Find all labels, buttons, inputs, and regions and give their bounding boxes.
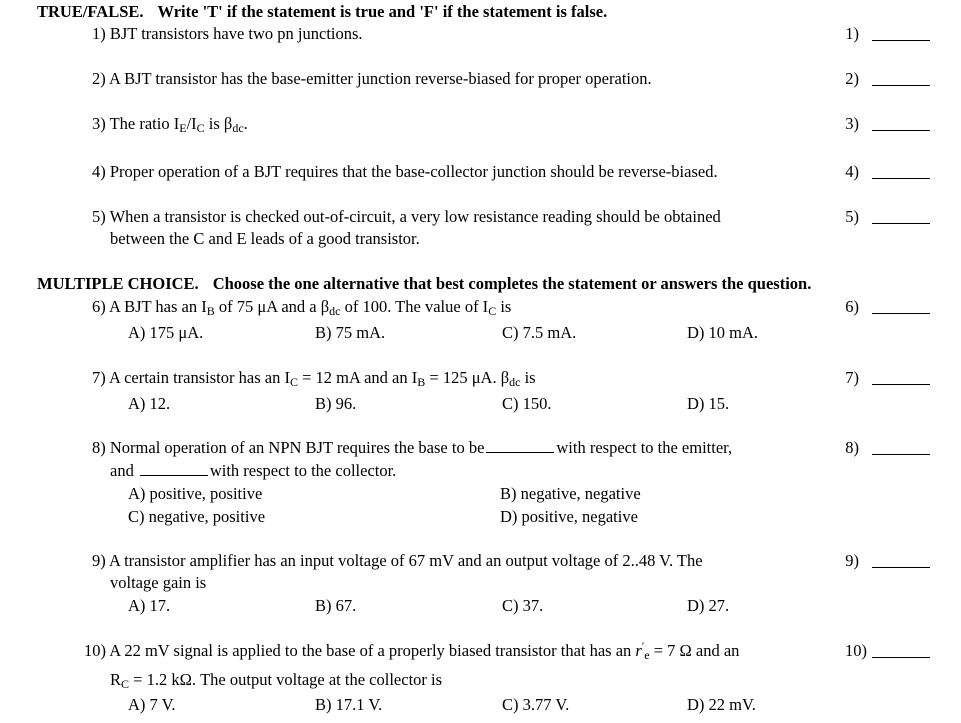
question-7-option-b[interactable]: B) 96.: [315, 394, 357, 413]
inline-blank-8a: [486, 451, 554, 453]
inline-blank-8b: [140, 474, 208, 476]
question-5-line-1: 5) When a transistor is checked out-of-circuit, a very low resistance reading should be obtained: [92, 207, 721, 226]
question-2-number: 2): [845, 69, 859, 88]
question-4: 4) Proper operation of a BJT requires that the base-collector junction should be reverse-biased.: [92, 162, 718, 181]
question-6-option-d[interactable]: D) 10 mA.: [687, 323, 759, 342]
question-6-option-b[interactable]: B) 75 mA.: [315, 323, 386, 342]
question-8-number: 8): [845, 438, 859, 457]
question-10-option-c[interactable]: C) 3.77 V.: [502, 695, 570, 714]
question-10-option-d[interactable]: D) 22 mV.: [687, 695, 756, 714]
question-9-option-a[interactable]: A) 17.: [128, 596, 171, 615]
question-6: 6) A BJT has an $I_B$ of 75 μA and a $\beta_{dc}$ of 100. The value of $I_C$ is: [92, 297, 512, 318]
question-2: 2) A BJT transistor has the base-emitter junction reverse-biased for proper operation.: [92, 69, 652, 88]
question-9-number: 9): [845, 551, 859, 570]
question-6-number: 6): [845, 297, 859, 316]
answer-blank-9[interactable]: [872, 567, 930, 568]
question-8-line-2: and with respect to the collector.: [110, 461, 397, 480]
question-7-option-c[interactable]: C) 150.: [502, 394, 552, 413]
answer-blank-6[interactable]: [872, 313, 930, 314]
question-5-number: 5): [845, 207, 859, 226]
question-7-option-d[interactable]: D) 15.: [687, 394, 730, 413]
question-7-number: 7): [845, 368, 859, 387]
question-10-option-b[interactable]: B) 17.1 V.: [315, 695, 383, 714]
question-4-number: 4): [845, 162, 859, 181]
question-10-line-1: 10) A 22 mV signal is applied to the base of a properly biased transistor that has an $r'_e = 7$ Ω and an: [84, 640, 740, 662]
question-8-option-c[interactable]: C) negative, positive: [128, 507, 266, 526]
answer-blank-1[interactable]: [872, 40, 930, 41]
answer-blank-10[interactable]: [872, 657, 930, 658]
answer-blank-2[interactable]: [872, 85, 930, 86]
mc-label: MULTIPLE CHOICE.: [37, 274, 199, 293]
question-5-line-2: between the C and E leads of a good transistor.: [110, 229, 420, 248]
question-7-option-a[interactable]: A) 12.: [128, 394, 171, 413]
tf-instructions: Write 'T' if the statement is true and 'F' if the statement is false.: [157, 2, 608, 21]
question-3: 3) The ratio $I_E/I_C$ is $\beta_{dc}$.: [92, 114, 248, 135]
question-7: 7) A certain transistor has an $I_C = 12$ mA and an $I_B = 125$ μA. $\beta_{dc}$ is: [92, 368, 536, 389]
answer-blank-5[interactable]: [872, 223, 930, 224]
tf-heading: [37, 2, 607, 22]
question-6-option-a[interactable]: A) 175 μA.: [128, 323, 204, 342]
question-8-option-b[interactable]: B) negative, negative: [500, 484, 641, 503]
question-10-number: 10): [845, 641, 867, 660]
question-9-option-c[interactable]: C) 37.: [502, 596, 544, 615]
question-1: 1) BJT transistors have two pn junctions.: [92, 24, 363, 43]
answer-blank-8[interactable]: [872, 454, 930, 455]
question-10-line-2: $R_C = 1.2$ kΩ. The output voltage at the collector is: [110, 670, 443, 691]
mc-instructions: Choose the one alternative that best completes the statement or answers the question.: [212, 274, 812, 293]
question-8-option-d[interactable]: D) positive, negative: [500, 507, 638, 526]
answer-blank-7[interactable]: [872, 384, 930, 385]
question-9-line-1: 9) A transistor amplifier has an input voltage of 67 mV and an output voltage of 2..48 V. The: [92, 551, 703, 570]
question-6-option-c[interactable]: C) 7.5 mA.: [502, 323, 577, 342]
answer-blank-3[interactable]: [872, 130, 930, 131]
question-8-line-1: 8) Normal operation of an NPN BJT requires the base to be with respect to the emitter,: [92, 438, 733, 457]
tf-label: TRUE/FALSE.: [37, 2, 144, 21]
question-10-option-a[interactable]: A) 7 V.: [128, 695, 176, 714]
question-9-line-2: voltage gain is: [110, 573, 207, 592]
question-9-option-b[interactable]: B) 67.: [315, 596, 357, 615]
question-8-option-a[interactable]: A) positive, positive: [128, 484, 263, 503]
mc-heading: [37, 274, 811, 294]
question-3-number: 3): [845, 114, 859, 133]
question-9-option-d[interactable]: D) 27.: [687, 596, 730, 615]
answer-blank-4[interactable]: [872, 178, 930, 179]
question-1-number: 1): [845, 24, 859, 43]
